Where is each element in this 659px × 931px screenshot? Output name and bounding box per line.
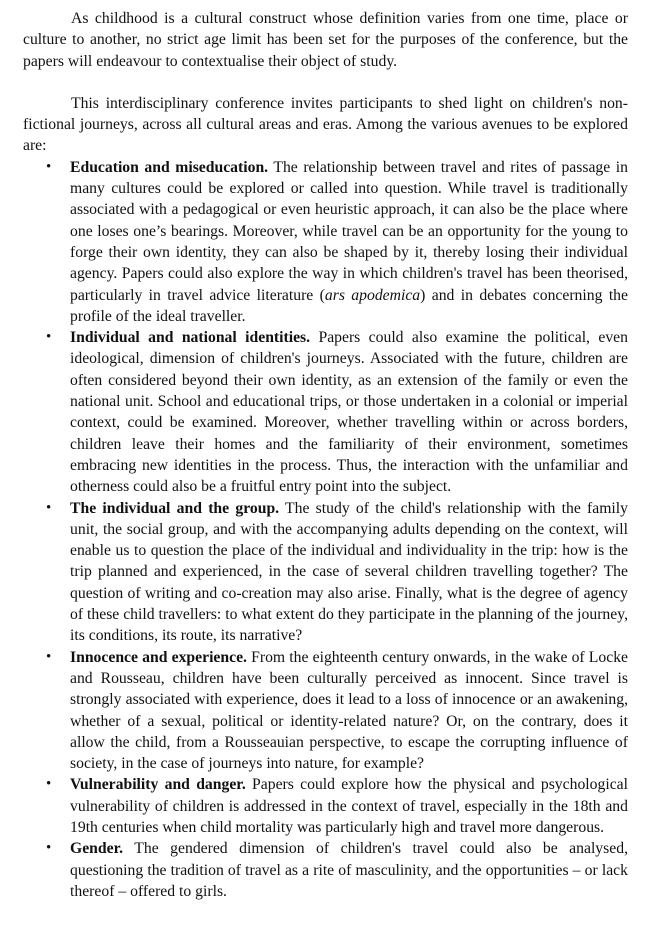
bullet-icon: • bbox=[46, 499, 52, 516]
bullet-icon: • bbox=[46, 648, 52, 665]
intro-paragraph-age-limit: As childhood is a cultural construct whose definition varies from one time, place or culture to another, no strict age limit has been set for the purposes of the conference, but the papers will endeavour to contextualise their object of study. bbox=[23, 10, 628, 70]
topic-vulnerability bbox=[46, 774, 628, 838]
topic-heading: Individual and national identities. bbox=[70, 329, 311, 347]
bullet-icon: • bbox=[46, 329, 52, 346]
bullet-icon: • bbox=[46, 776, 52, 793]
topic-text: Papers could also examine the political, even ideological, dimension of children's journeys. Associated with the future, children are often considered beyond their own identity, as an extension of the family or even the national unit. School and educational trips, or those undertaken in a colonial or imperial context, could be examined. Moreover, whether travelling within or across borders, children leave their homes and the familiarity of their environment, sometimes embracing new identities in the process. Thus, the interaction with the unfamiliar and otherness could also be a fruitful entry point into the subject. bbox=[70, 329, 628, 496]
topic-heading: Vulnerability and danger. bbox=[70, 776, 246, 794]
topic-text: From the eighteenth century onwards, in the wake of Locke and Rousseau, children have been culturally perceived as innocent. Since travel is strongly associated with experience, does it lead to a loss of innocence or an awakening, whether of a sexual, political or identity-related nature? Or, on the contrary, does it allow the child, from a Rousseauian perspective, to escape the corrupting influence of society, in the case of journeys into nature, for example? bbox=[70, 648, 629, 773]
topic-heading: Innocence and experience. bbox=[70, 648, 247, 666]
topic-text-continued: ) and in debates concerning the profile of the ideal traveller. bbox=[70, 286, 628, 325]
topic-text: The study of the child's relationship with the family unit, the social group, and with the accompanying adults depending on the context, will enable us to question the place of the individual and individuality in the trip: how is the trip planned and experienced, in the case of several children travelling together? The question of writing and co-creation may also arise. Finally, what is the degree of agency of these child travellers: to what extent do they participate in the planning of the journey, its conditions, its route, its narrative? bbox=[70, 499, 628, 645]
topic-list bbox=[23, 157, 628, 902]
topic-education bbox=[46, 157, 628, 327]
topic-text: The gendered dimension of children's travel could also be analysed, questioning the tradition of travel as a rite of masculinity, and the opportunities – or lack thereof – offered to girls. bbox=[70, 840, 628, 900]
topic-gender bbox=[46, 838, 628, 902]
topic-identities bbox=[46, 327, 628, 497]
topic-individual-group bbox=[46, 498, 628, 647]
topic-heading: Gender. bbox=[70, 840, 124, 858]
document-page bbox=[23, 8, 628, 902]
topic-text: The relationship between travel and rites of passage in many cultures could be explored or called into question. While travel is traditionally associated with a pedagogical or even heuristic approach, it can also be the place where one loses one’s bearings. Moreover, while travel can be an opportunity for the young to forge their own identity, they can also be shaped by it, thereby losing their individual agency. Papers could also explore the way in which children's travel has been theorised, particularly in travel advice literature ( bbox=[70, 158, 628, 304]
bullet-icon: • bbox=[46, 158, 52, 175]
bullet-icon: • bbox=[46, 840, 52, 857]
topic-text: Papers could explore how the physical and psychological vulnerability of children is addressed in the context of travel, especially in the 18th and 19th centuries when child mortality was particularly high and travel more dangerous. bbox=[70, 776, 628, 836]
topic-heading: The individual and the group. bbox=[70, 499, 280, 517]
topic-heading: Education and miseducation. bbox=[70, 158, 269, 176]
topic-innocence bbox=[46, 647, 629, 775]
intro-paragraph-invitation: This interdisciplinary conference invites participants to shed light on children's non-fictional journeys, across all cultural areas and eras. Among the various avenues to be explored are: bbox=[23, 94, 628, 155]
topic-italic-term: ars apodemica bbox=[324, 286, 421, 304]
